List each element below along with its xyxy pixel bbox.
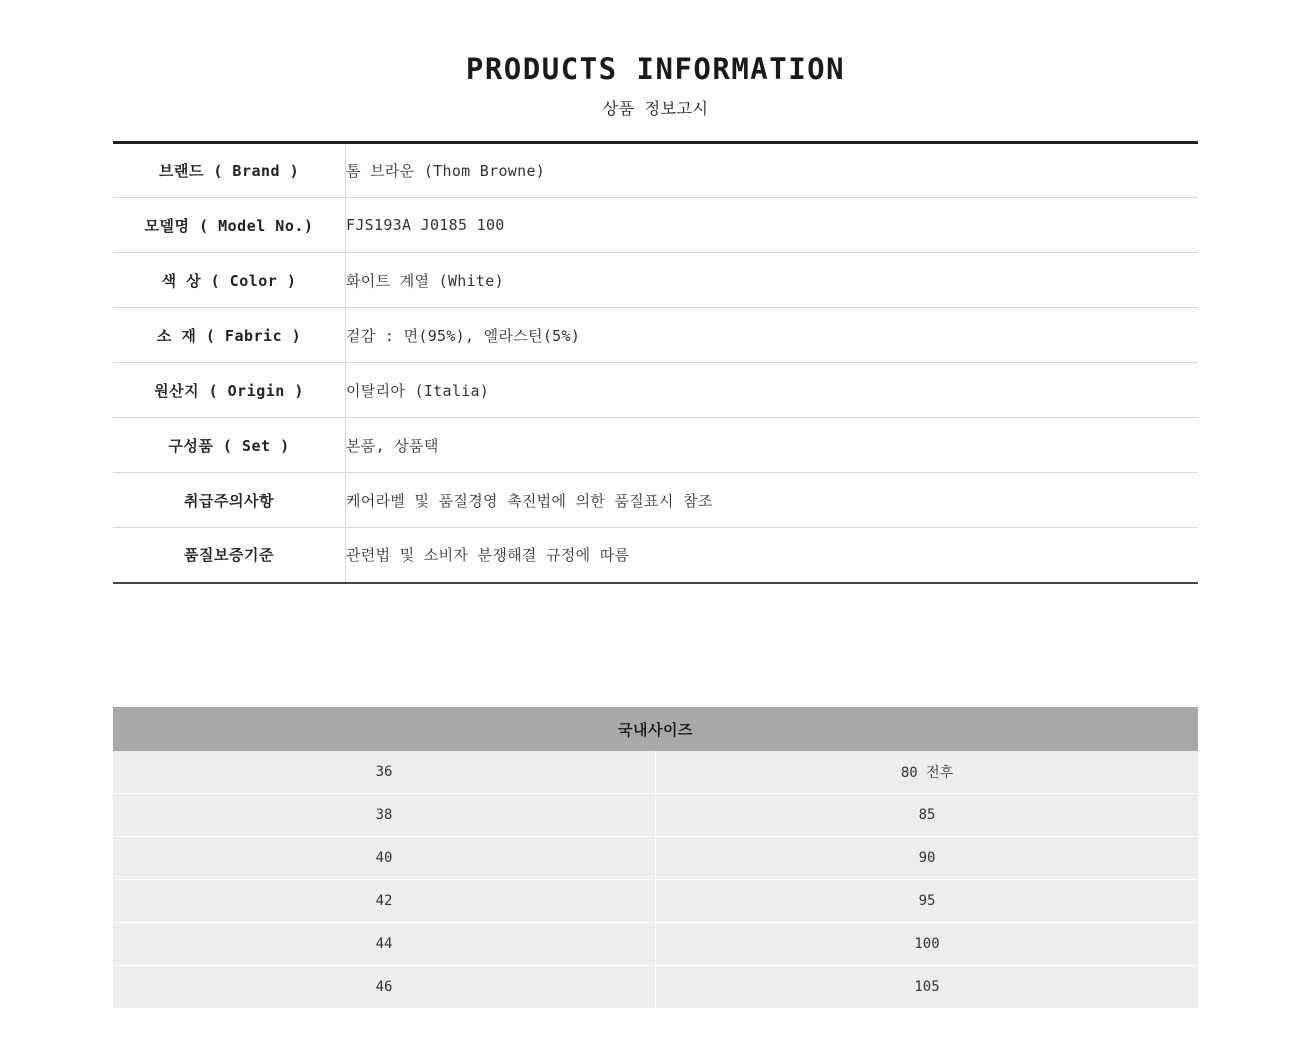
table-row	[113, 418, 1198, 473]
title-block	[0, 0, 1311, 119]
table-row	[113, 143, 1198, 198]
info-value: 겉감 : 면(95%), 엘라스틴(5%)	[346, 308, 1199, 363]
info-value: 톰 브라운 (Thom Browne)	[346, 143, 1199, 198]
table-row	[113, 198, 1198, 253]
size-chart-table	[113, 707, 1198, 1008]
info-label: 모델명 ( Model No.)	[113, 198, 346, 253]
product-info-table	[113, 141, 1198, 584]
info-value: 본품, 상품택	[346, 418, 1199, 473]
size-value: 46	[113, 966, 656, 1009]
size-value: 38	[113, 794, 656, 837]
size-table-header-row	[113, 707, 1198, 751]
info-value: 화이트 계열 (White)	[346, 253, 1199, 308]
table-row	[113, 308, 1198, 363]
info-label: 품질보증기준	[113, 528, 346, 583]
info-label: 구성품 ( Set )	[113, 418, 346, 473]
info-label: 브랜드 ( Brand )	[113, 143, 346, 198]
korean-size-value: 80 전후	[656, 751, 1199, 794]
size-value: 36	[113, 751, 656, 794]
info-label: 색 상 ( Color )	[113, 253, 346, 308]
size-table-header: 국내사이즈	[113, 707, 1198, 751]
size-value: 44	[113, 923, 656, 966]
table-row	[113, 253, 1198, 308]
info-value: 케어라벨 및 품질경영 촉진법에 의한 품질표시 참조	[346, 473, 1199, 528]
size-value: 40	[113, 837, 656, 880]
table-row	[113, 528, 1198, 583]
info-label: 원산지 ( Origin )	[113, 363, 346, 418]
info-label: 취급주의사항	[113, 473, 346, 528]
info-value: 관련법 및 소비자 분쟁해결 규정에 따름	[346, 546, 630, 565]
korean-size-value: 95	[656, 880, 1199, 923]
table-row	[113, 837, 1198, 880]
korean-size-value: 85	[656, 794, 1199, 837]
table-row	[113, 923, 1198, 966]
table-row	[113, 363, 1198, 418]
table-row	[113, 966, 1198, 1009]
korean-size-value: 105	[656, 966, 1199, 1009]
table-row	[113, 794, 1198, 837]
info-label: 소 재 ( Fabric )	[113, 308, 346, 363]
info-value: 이탈리아 (Italia)	[346, 363, 1199, 418]
korean-size-value: 100	[656, 923, 1199, 966]
table-row	[113, 751, 1198, 794]
korean-size-value: 90	[656, 837, 1199, 880]
size-value: 42	[113, 880, 656, 923]
page-subtitle: 상품 정보고시	[602, 99, 709, 118]
table-row	[113, 473, 1198, 528]
page-title: PRODUCTS INFORMATION	[465, 52, 846, 86]
info-value: FJS193A J0185 100	[346, 198, 1199, 253]
table-row	[113, 880, 1198, 923]
